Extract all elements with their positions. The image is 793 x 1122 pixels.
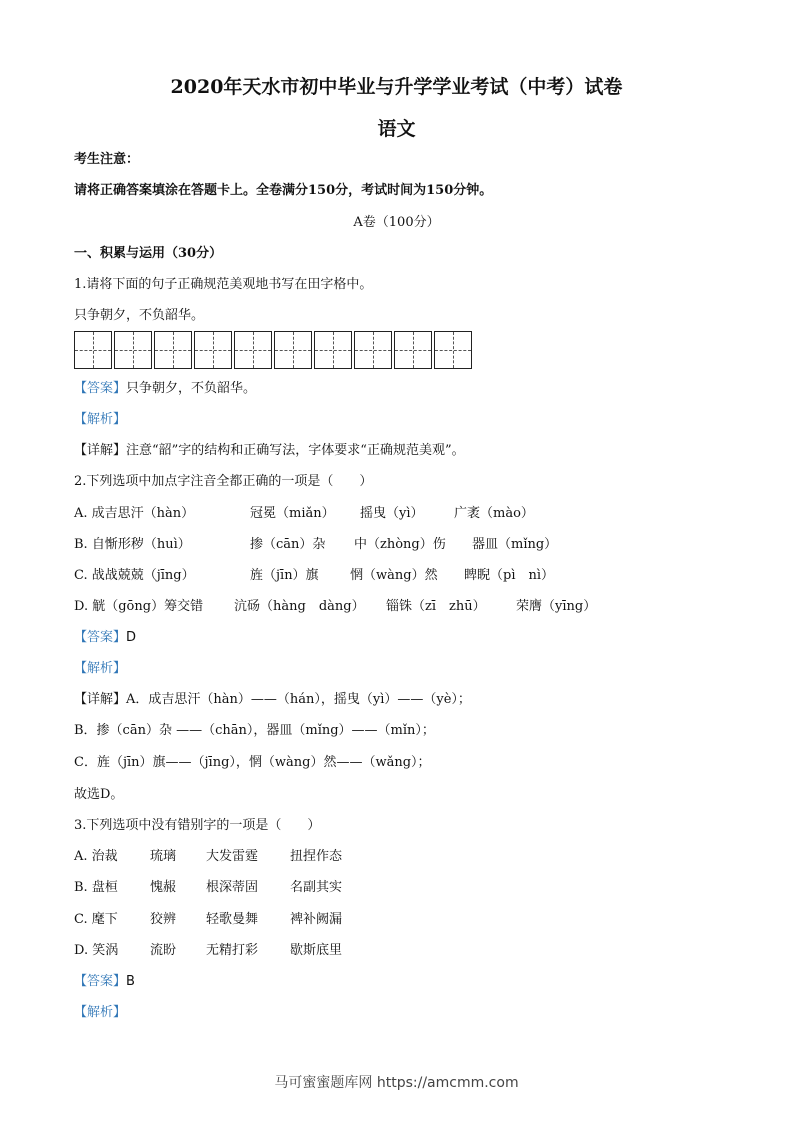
q3-option-a: [74, 849, 342, 865]
q2-detail-line-1: [74, 692, 471, 708]
detail-tag: 【详解】: [74, 692, 127, 707]
option-item: 名副其实: [290, 880, 343, 895]
detail-tag: 【详解】: [74, 443, 127, 458]
writing-grid: [74, 331, 474, 369]
q1-stem: 1.请将下面的句子正确规范美观地书写在田字格中。: [74, 277, 373, 292]
section-a-heading: A卷（100分）: [353, 215, 440, 230]
option-item: 中（zhòng）伤: [354, 537, 446, 552]
q3-analysis-tag: 【解析】: [74, 1005, 127, 1020]
option-item: 轻歌曼舞: [206, 912, 259, 927]
detail-text: A．成吉思汗（hàn）——（hán），摇曳（yì）——（yè）；: [126, 692, 471, 707]
q2-detail-line-2: B．掺（cān）杂 ——（chān），器皿（mǐng）——（mǐn）；: [74, 723, 435, 738]
q2-option-b: [74, 537, 557, 553]
grid-cell: [394, 331, 432, 369]
answer-text: B: [126, 974, 135, 989]
option-item: 根深蒂固: [206, 880, 259, 895]
option-item: C. 麾下: [74, 912, 118, 927]
option-item: 大发雷霆: [206, 849, 259, 864]
subject-title: 语文: [377, 118, 416, 140]
q3-option-b: [74, 880, 342, 896]
q1-answer: [74, 381, 256, 397]
option-item: 裨补阙漏: [290, 912, 343, 927]
option-item: D. 笑涡: [74, 943, 119, 958]
grid-cell: [434, 331, 472, 369]
page-footer-watermark: 马可蜜蜜题库网 https://amcmm.com: [274, 1075, 519, 1091]
q1-analysis-tag: 【解析】: [74, 412, 127, 427]
option-item: 旌（jīn）旗: [250, 568, 319, 583]
option-item: 锱铢（zī zhū）: [386, 599, 486, 614]
answer-tag: 【答案】: [74, 630, 127, 645]
answer-text: 只争朝夕，不负韶华。: [126, 381, 257, 396]
q3-stem: 3.下列选项中没有错别字的一项是（ ）: [74, 818, 321, 833]
option-item: 广袤（mào）: [454, 506, 534, 521]
notice-text: 请将正确答案填涂在答题卡上。全卷满分150分，考试时间为150分钟。: [74, 183, 493, 198]
option-item: A. 成吉思汗（hàn）: [74, 506, 195, 521]
option-item: A. 治裁: [74, 849, 118, 864]
detail-text: 注意“韶”字的结构和正确写法，字体要求“正确规范美观”。: [126, 443, 465, 458]
option-item: B. 自惭形秽（huì）: [74, 537, 191, 552]
grid-cell: [274, 331, 312, 369]
part-one-heading: 一、积累与运用（30分）: [74, 246, 223, 261]
q2-option-d: [74, 599, 596, 615]
grid-cell: [314, 331, 352, 369]
grid-cell: [154, 331, 192, 369]
q2-stem: 2.下列选项中加点字注音全都正确的一项是（ ）: [74, 474, 373, 489]
page-title: 2020年天水市初中毕业与升学学业考试（中考）试卷: [170, 76, 623, 98]
option-item: 狡辨: [150, 912, 177, 927]
grid-cell: [354, 331, 392, 369]
q2-answer: [74, 630, 136, 646]
option-item: 沆砀（hàng dàng）: [234, 599, 365, 614]
grid-cell: [194, 331, 232, 369]
q2-detail-line-3: C．旌（jīn）旗——（jīng），惘（wàng）然——（wǎng）；: [74, 755, 431, 770]
q3-answer: [74, 974, 135, 990]
q1-detail: [74, 443, 465, 459]
q1-sentence: 只争朝夕，不负韶华。: [74, 308, 205, 323]
answer-tag: 【答案】: [74, 381, 127, 396]
q3-option-c: [74, 912, 342, 928]
option-item: 无精打彩: [206, 943, 259, 958]
q2-option-c: [74, 568, 554, 584]
option-item: B. 盘桓: [74, 880, 118, 895]
option-item: 器皿（mǐng）: [472, 537, 558, 552]
option-item: 流盼: [150, 943, 177, 958]
q2-conclusion: 故选D。: [74, 787, 124, 802]
answer-tag: 【答案】: [74, 974, 127, 989]
option-item: 琉璃: [150, 849, 177, 864]
option-item: D. 觥（gōng）筹交错: [74, 599, 204, 614]
option-item: 扭捏作态: [290, 849, 343, 864]
option-item: 歇斯底里: [290, 943, 343, 958]
option-item: 摇曳（yì）: [360, 506, 424, 521]
option-item: 冠冕（miǎn）: [250, 506, 335, 521]
option-item: 荣膺（yīng）: [516, 599, 597, 614]
q2-option-a: [74, 506, 534, 522]
grid-cell: [234, 331, 272, 369]
grid-cell: [114, 331, 152, 369]
option-item: 睥睨（pì nì）: [464, 568, 555, 583]
option-item: C. 战战兢兢（jīng）: [74, 568, 195, 583]
option-item: 掺（cān）杂: [250, 537, 326, 552]
q2-analysis-tag: 【解析】: [74, 661, 127, 676]
option-item: 愧赧: [150, 880, 177, 895]
option-item: 惘（wàng）然: [350, 568, 438, 583]
answer-text: D: [126, 630, 137, 645]
q3-option-d: [74, 943, 342, 959]
notice-heading: 考生注意：: [74, 152, 140, 167]
grid-cell: [74, 331, 112, 369]
